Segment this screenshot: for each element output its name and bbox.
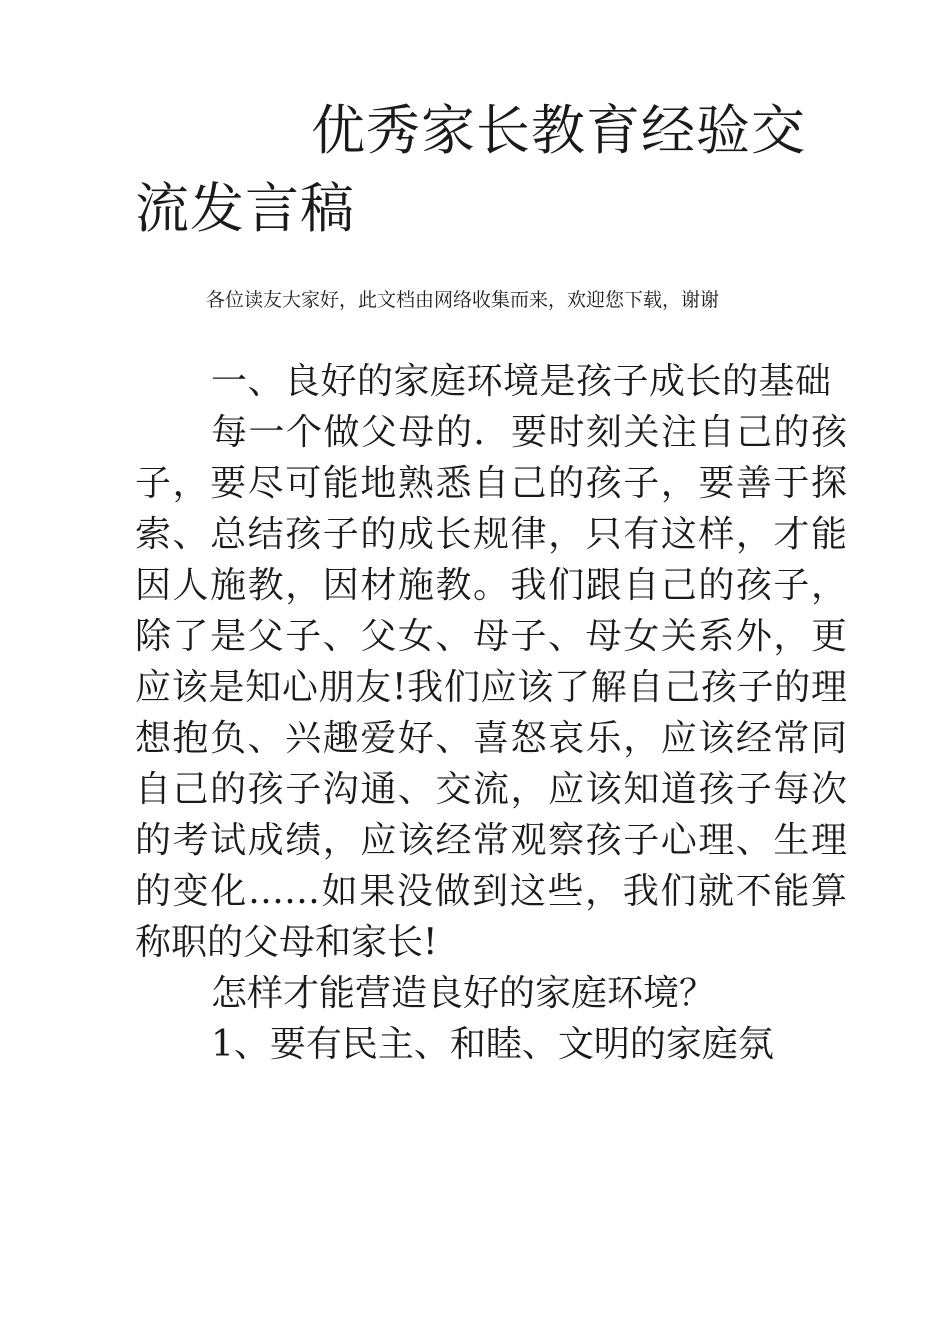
section-heading: 一、良好的家庭环境是孩子成长的基础 xyxy=(211,361,832,402)
document-body xyxy=(135,356,847,1070)
download-notice: 各位读友大家好，此文档由网络收集而来，欢迎您下载，谢谢 xyxy=(206,289,720,311)
document-title: 优秀家长教育经验交流发言稿 xyxy=(135,99,806,240)
question-line: 怎样才能营造良好的家庭环境？ xyxy=(211,973,716,1014)
list-item: 1、要有民主、和睦、文明的家庭氛 xyxy=(211,1024,774,1065)
body-paragraph: 每一个做父母的．要时刻关注自己的孩子，要尽可能地熟悉自己的孩子，要善于探索、总结孩子的成长规律，只有这样，才能因人施教，因材施教。我们跟自己的孩子，除了是父子、父女、母子、母女关系外，更应该是知心朋友!我们应该了解自己孩子的理想抱负、兴趣爱好、喜怒哀乐，应该经常同自己的孩子沟通、交流，应该知道孩子每次的考试成绩，应该经常观察孩子心理、生理的变化……如果没做到这些，我们就不能算称职的父母和家长! xyxy=(135,412,847,963)
